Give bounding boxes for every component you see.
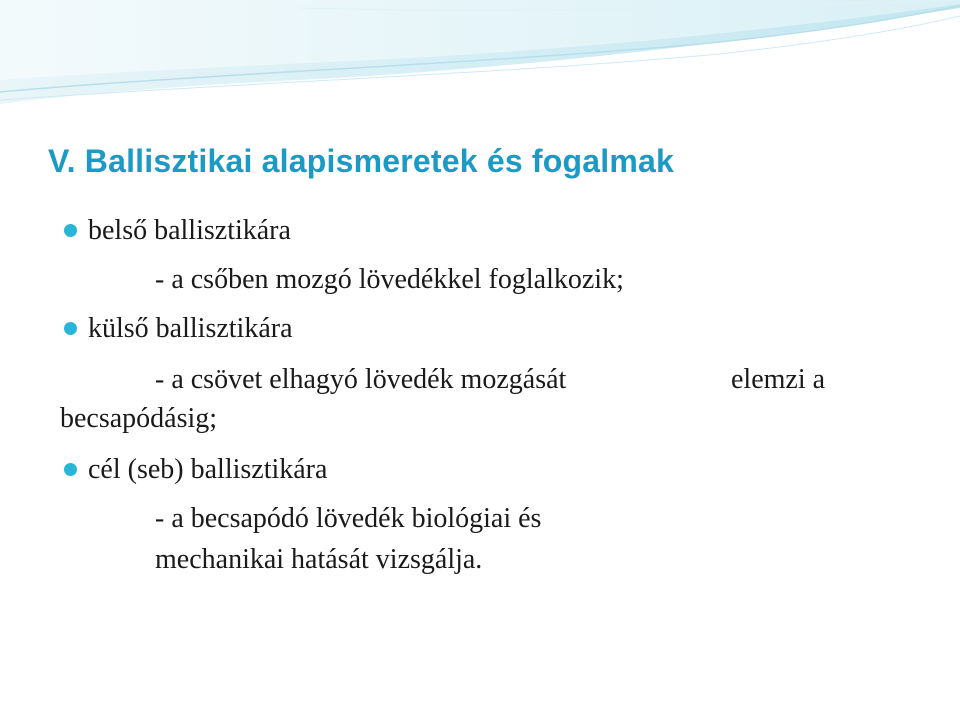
bullet-detail-line: - a becsapódó lövedék biológiai és	[155, 503, 542, 534]
bullet-icon	[64, 224, 77, 237]
header-wave-decoration	[0, 0, 960, 110]
bullet-detail-line: becsapódásig;	[60, 403, 218, 434]
bullet-icon	[64, 322, 77, 335]
bullet-detail-line: - a csőben mozgó lövedékkel foglalkozik;	[155, 264, 624, 295]
slide-title: V. Ballisztikai alapismeretek és fogalmak	[48, 143, 675, 179]
bullet-heading: cél (seb) ballisztikára	[88, 454, 328, 485]
bullet-icon	[64, 463, 77, 476]
bullet-heading: külső ballisztikára	[88, 313, 293, 344]
bullet-detail-line: elemzi a	[731, 364, 826, 395]
bullet-heading: belső ballisztikára	[88, 215, 291, 246]
bullet-detail-line: - a csövet elhagyó lövedék mozgását	[155, 364, 567, 395]
bullet-detail-line: mechanikai hatását vizsgálja.	[155, 544, 483, 575]
